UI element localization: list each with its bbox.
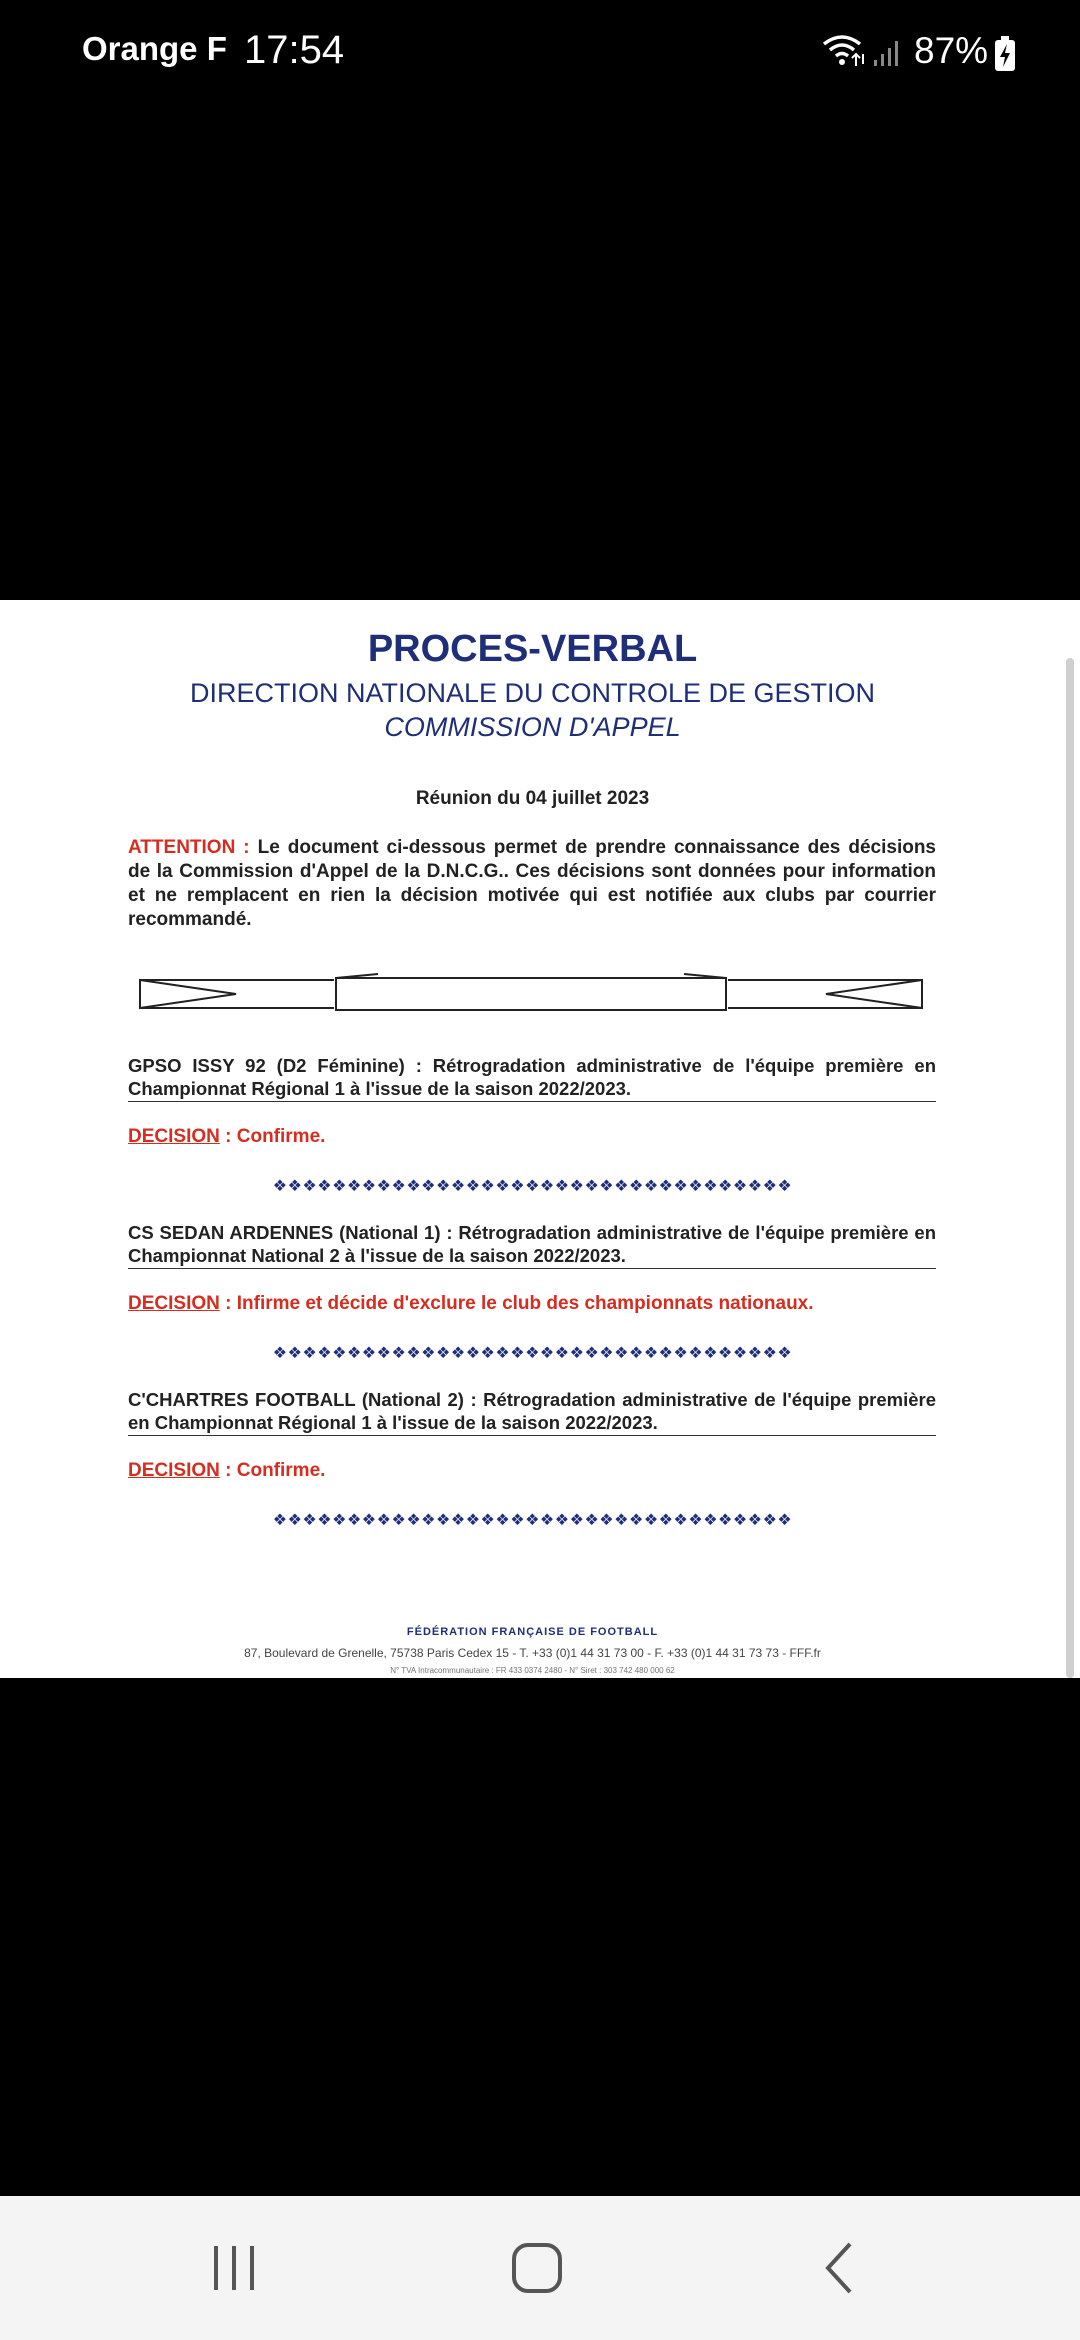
footer-legal: N° TVA Intracommunautaire : FR 433 0374 2480 - N° Siret : 303 742 480 000 62	[390, 1666, 675, 1675]
footer-address: 87, Boulevard de Grenelle, 75738 Paris Cedex 15 - T. +33 (0)1 44 31 73 00 - F. +33 (0)1 44 31 73 73 - FFF.fr	[244, 1646, 821, 1660]
decision-line	[128, 1293, 936, 1315]
decision-label: DECISION	[128, 1293, 220, 1314]
decision-text: : Infirme et décide d'exclure le club des championnats nationaux.	[219, 1293, 814, 1314]
decision-text: : Confirme.	[219, 1126, 326, 1147]
decision-line	[128, 1126, 936, 1148]
navigation-bar	[0, 2196, 1080, 2340]
status-bar	[0, 0, 1080, 110]
recent-apps-icon[interactable]	[206, 2232, 262, 2304]
decision-text: : Confirme.	[219, 1460, 326, 1481]
footer-organization: FÉDÉRATION FRANÇAISE DE FOOTBALL	[406, 1626, 659, 1638]
document-subtitle: DIRECTION NATIONALE DU CONTROLE DE GESTION	[189, 678, 876, 708]
back-icon[interactable]	[816, 2232, 864, 2304]
ribbon-divider	[138, 972, 924, 1020]
attention-notice	[128, 836, 936, 932]
document-image[interactable]	[0, 600, 1080, 1678]
diamond-separator: ❖❖❖❖❖❖❖❖❖❖❖❖❖❖❖❖❖❖❖❖❖❖❖❖❖❖❖❖❖❖❖❖❖❖❖	[272, 1345, 793, 1362]
attention-text: Le document ci-dessous permet de prendre connaissance des décisions de la Commission d'Appel de la D.N.C.G.. Ces décisions sont données pour information et ne remplacent en rien la décision motivée qui est notifiée aux clubs par courrier recommandé.	[128, 837, 936, 930]
clock: 17:54	[244, 28, 345, 72]
decision-label: DECISION	[128, 1126, 220, 1147]
carrier-name: Orange F	[82, 30, 227, 67]
attention-label: ATTENTION :	[128, 837, 250, 858]
battery-charging-icon	[994, 36, 1016, 72]
battery-percent: 87%	[914, 30, 989, 71]
signal-icon	[872, 38, 902, 68]
document-commission: COMMISSION D'APPEL	[384, 712, 681, 742]
decision-entry-cs-sedan: CS SEDAN ARDENNES (National 1) : Rétrogradation administrative de l'équipe première en Championnat National 2 à l'issue de la saison 2022/2023.	[128, 1221, 936, 1269]
decision-entry-gpso-issy: GPSO ISSY 92 (D2 Féminine) : Rétrogradation administrative de l'équipe première en Championnat Régional 1 à l'issue de la saison 2022/2023.	[128, 1054, 936, 1102]
decision-label: DECISION	[128, 1460, 220, 1481]
home-icon[interactable]	[508, 2232, 572, 2304]
decision-entry-chartres: C'CHARTRES FOOTBALL (National 2) : Rétrogradation administrative de l'équipe première en Championnat Régional 1 à l'issue de la saison 2022/2023.	[128, 1388, 936, 1436]
wifi-icon	[822, 34, 866, 68]
document-title: PROCES-VERBAL	[367, 628, 698, 670]
diamond-separator: ❖❖❖❖❖❖❖❖❖❖❖❖❖❖❖❖❖❖❖❖❖❖❖❖❖❖❖❖❖❖❖❖❖❖❖	[272, 1178, 793, 1195]
scrollbar[interactable]	[1066, 658, 1074, 1678]
decision-line	[128, 1460, 936, 1482]
diamond-separator: ❖❖❖❖❖❖❖❖❖❖❖❖❖❖❖❖❖❖❖❖❖❖❖❖❖❖❖❖❖❖❖❖❖❖❖	[272, 1512, 793, 1529]
meeting-date: Réunion du 04 juillet 2023	[415, 788, 650, 809]
